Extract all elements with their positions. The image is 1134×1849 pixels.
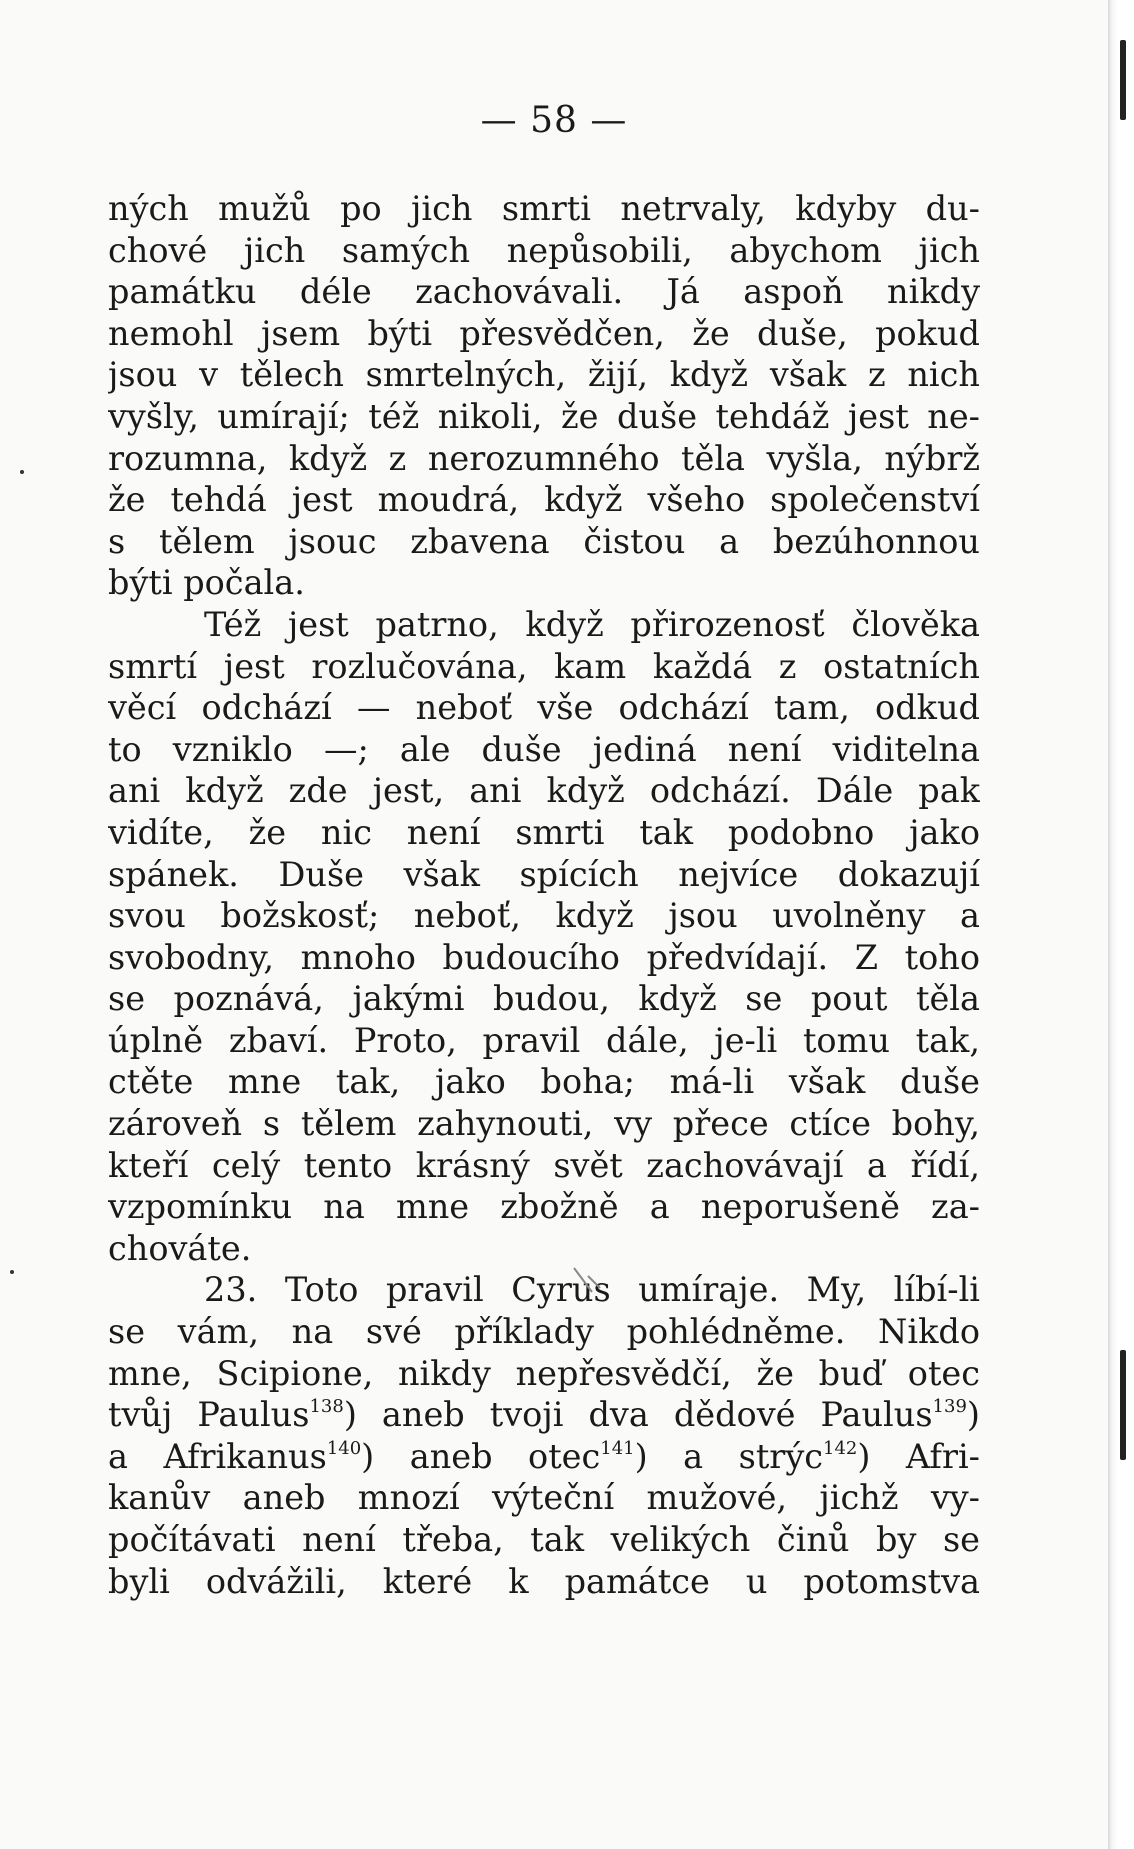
edge-mark <box>1120 40 1126 120</box>
footnote-ref: 139 <box>932 1396 967 1418</box>
text-segment: ) Afri- <box>857 1436 980 1476</box>
text-line: se poznává, jakými budou, když se pout těla <box>108 979 980 1019</box>
text-line: se vám, na své příklady pohlédněme. Nikdo <box>108 1312 980 1352</box>
text-line: mne, Scipione, nikdy nepřesvědčí, že buď otec <box>108 1353 980 1393</box>
footnote-ref: 140 <box>326 1437 362 1459</box>
text-line: nemohl jsem býti přesvědčen, že duše, pokud <box>108 313 980 353</box>
text-line: chové jich samých nepůsobili, abychom jich <box>108 230 980 270</box>
text-line: úplně zbaví. Proto, pravil dále, je-li tomu tak, <box>108 1020 980 1060</box>
text-line: vyšly, umírají; též nikoli, že duše tehdáž jest ne- <box>108 396 980 436</box>
pencil-mark-icon <box>570 1262 610 1302</box>
text-line: zároveň s tělem zahynouti, vy přece ctíce bohy, <box>108 1104 980 1144</box>
text-line: jsou v tělech smrtelných, žijí, když však z nich <box>108 355 980 395</box>
text-line: býti počala. <box>108 563 305 603</box>
text-line: kteří celý tento krásný svět zachovávají a řídí, <box>108 1145 980 1185</box>
text-segment: ) a strýc <box>634 1436 824 1476</box>
footnote-ref: 138 <box>309 1396 344 1418</box>
text-line: vidíte, že nic není smrti tak podobno jako <box>108 812 980 852</box>
text-segment: ) <box>966 1395 980 1435</box>
text-line: ných mužů po jich smrti netrvaly, kdyby du- <box>108 189 980 228</box>
text-line: svobodny, mnoho budoucího předvídají. Z toho <box>108 937 980 977</box>
text-line: rozumna, když z nerozumného těla vyšla, nýbrž <box>108 438 980 478</box>
footnote-ref: 142 <box>823 1437 858 1459</box>
text-line: 23. Toto pravil Cyrus umíraje. My, líbí-li <box>204 1270 980 1310</box>
text-line: památku déle zachovávali. Já aspoň nikdy <box>108 272 980 312</box>
text-line: s tělem jsouc zbavena čistou a bezúhonnou <box>108 521 980 561</box>
edge-mark <box>1120 1350 1126 1460</box>
ink-speck <box>20 470 24 474</box>
footnote-ref: 141 <box>600 1437 635 1459</box>
ink-speck <box>10 1270 14 1274</box>
text-line: byli odvážili, které k památce u potomstva <box>108 1561 980 1601</box>
text-segment: ) aneb tvoji dva dědové Paulus <box>343 1395 933 1435</box>
text-line-with-footnotes <box>108 1394 980 1436</box>
text-line: svou božskosť; neboť, když jsou uvolněny a <box>108 896 980 936</box>
page-number: — 58 — <box>480 100 628 141</box>
text-line: že tehdá jest moudrá, když všeho společenství <box>108 480 980 520</box>
text-line-with-footnotes <box>108 1436 980 1478</box>
text-segment: tvůj Paulus <box>108 1395 310 1435</box>
text-line: kanův aneb mnozí výteční mužové, jichž vy- <box>108 1478 980 1518</box>
text-line: ctěte mne tak, jako boha; má-li však duše <box>108 1062 980 1102</box>
text-line: chováte. <box>108 1228 252 1268</box>
text-line: ani když zde jest, ani když odchází. Dále pak <box>108 771 980 811</box>
text-line: Též jest patrno, když přirozenosť člověka <box>204 604 980 644</box>
text-segment: ) aneb otec <box>361 1436 601 1476</box>
text-line: vzpomínku na mne zbožně a neporušeně za- <box>108 1187 980 1227</box>
body-text <box>108 188 980 1602</box>
text-line: spánek. Duše však spících nejvíce dokazují <box>108 854 980 894</box>
text-line: to vzniklo —; ale duše jediná není viditelna <box>108 729 980 769</box>
text-line: věcí odchází — neboť vše odchází tam, odkud <box>108 688 980 728</box>
text-segment: a Afrikanus <box>108 1436 327 1476</box>
text-line: počítávati není třeba, tak velikých činů by se <box>108 1520 980 1559</box>
page-edge <box>1108 0 1134 1849</box>
text-line: smrtí jest rozlučována, kam každá z ostatních <box>108 646 980 686</box>
